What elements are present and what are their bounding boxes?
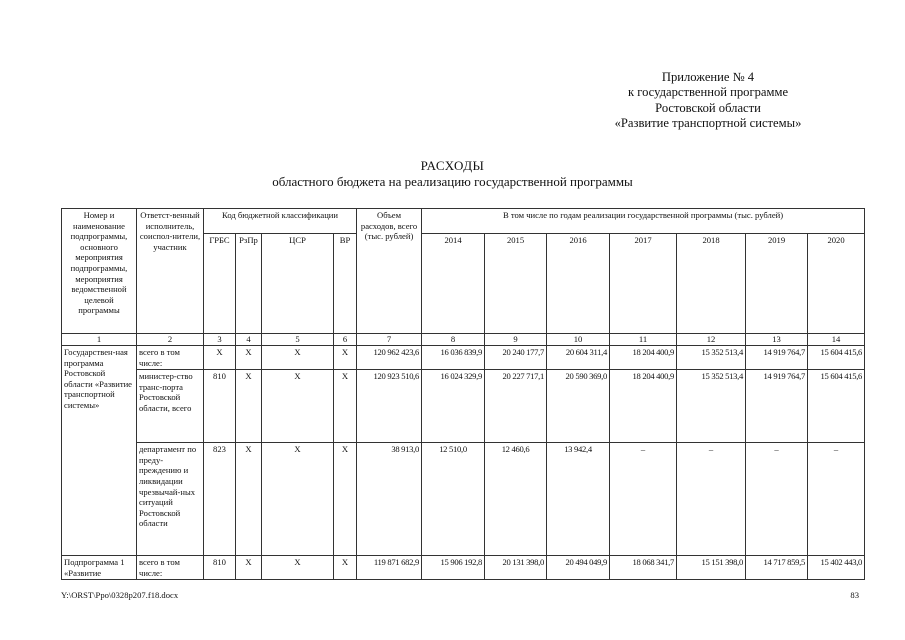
footer-file-path: Y:\ORST\Ppo\0328p207.f18.docx	[61, 590, 179, 600]
row-year-value: 20 590 369,0	[547, 370, 610, 443]
row-year-value: 15 402 443,0	[808, 556, 865, 580]
row-total: 38 913,0	[357, 443, 422, 556]
row-year-value: 20 604 311,4	[547, 346, 610, 370]
row-vr: X	[334, 346, 357, 370]
row-grbs: X	[204, 346, 236, 370]
header-executor: Ответст-венный исполнитель, соиспол-нители, участник	[137, 209, 204, 334]
row-csr: X	[262, 443, 334, 556]
row-year-value: 20 494 049,9	[547, 556, 610, 580]
header-year-2016: 2016	[547, 234, 610, 334]
row-year-value: 20 240 177,7	[485, 346, 547, 370]
header-rzpr: РзПр	[236, 234, 262, 334]
col-number: 2	[137, 334, 204, 346]
header-volume: Объем расходов, всего (тыс. рублей)	[357, 209, 422, 334]
col-number: 4	[236, 334, 262, 346]
row-executor: всего в том числе:	[137, 556, 204, 580]
col-number: 13	[746, 334, 808, 346]
row-year-value: 14 717 859,5	[746, 556, 808, 580]
row-total: 120 962 423,6	[357, 346, 422, 370]
table-header-row-1	[62, 209, 865, 234]
appendix-line-1: Приложение № 4	[661, 70, 755, 84]
header-csr: ЦСР	[262, 234, 334, 334]
header-year-2018: 2018	[677, 234, 746, 334]
row-rzpr: X	[236, 556, 262, 580]
document-title: РАСХОДЫ	[420, 158, 485, 173]
col-number: 1	[62, 334, 137, 346]
row-vr: X	[334, 556, 357, 580]
row-year-value: 15 352 513,4	[677, 370, 746, 443]
row-grbs: 810	[204, 556, 236, 580]
row-subprogram-name: Подпрограмма 1 «Развитие	[62, 556, 137, 580]
expenses-table	[61, 208, 865, 580]
table-row	[62, 556, 865, 580]
col-number: 6	[334, 334, 357, 346]
row-vr: X	[334, 370, 357, 443]
col-number: 3	[204, 334, 236, 346]
row-year-value: 15 604 415,6	[808, 346, 865, 370]
header-budget-code: Код бюджетной классификации	[204, 209, 357, 234]
row-csr: X	[262, 370, 334, 443]
col-number: 5	[262, 334, 334, 346]
document-heading	[0, 158, 905, 190]
row-csr: X	[262, 346, 334, 370]
header-year-2020: 2020	[808, 234, 865, 334]
row-year-value: 18 204 400,9	[610, 370, 677, 443]
row-grbs: 810	[204, 370, 236, 443]
row-rzpr: X	[236, 346, 262, 370]
col-number: 9	[485, 334, 547, 346]
column-number-row	[62, 334, 865, 346]
row-year-value: 14 919 764,7	[746, 370, 808, 443]
row-executor: министер-ство транс-порта Ростовской области, всего	[137, 370, 204, 443]
row-vr: X	[334, 443, 357, 556]
row-executor: департамент по преду-преждению и ликвидации чрезвычай-ных ситуаций Ростовской области	[137, 443, 204, 556]
table-row	[62, 370, 865, 443]
appendix-line-2: к государственной программе	[627, 85, 789, 100]
appendix-line-4: «Развитие транспортной системы»	[614, 116, 802, 131]
row-year-value: 14 919 764,7	[746, 346, 808, 370]
row-year-value: –	[677, 443, 746, 556]
row-total: 119 871 682,9	[357, 556, 422, 580]
header-grbs: ГРБС	[204, 234, 236, 334]
header-name: Номер и наименование подпрограммы, основного мероприятия подпрограммы, мероприятия ведомственной целевой программы	[62, 209, 137, 334]
row-csr: X	[262, 556, 334, 580]
header-year-2014: 2014	[422, 234, 485, 334]
col-number: 14	[808, 334, 865, 346]
row-year-value: 13 942,4	[547, 443, 610, 556]
row-year-value: 16 036 839,9	[422, 346, 485, 370]
row-rzpr: X	[236, 370, 262, 443]
row-year-value: 12 510,0	[422, 443, 485, 556]
row-rzpr: X	[236, 443, 262, 556]
row-year-value: 16 024 329,9	[422, 370, 485, 443]
header-year-2019: 2019	[746, 234, 808, 334]
appendix-block	[583, 70, 833, 132]
row-year-value: 20 227 717,1	[485, 370, 547, 443]
appendix-line-3: Ростовской области	[655, 100, 761, 115]
document-subtitle: областного бюджета на реализацию государственной программы	[272, 174, 633, 189]
row-year-value: 18 068 341,7	[610, 556, 677, 580]
col-number: 8	[422, 334, 485, 346]
col-number: 10	[547, 334, 610, 346]
row-year-value: –	[808, 443, 865, 556]
row-year-value: 20 131 398,0	[485, 556, 547, 580]
header-year-2017: 2017	[610, 234, 677, 334]
row-year-value: 15 906 192,8	[422, 556, 485, 580]
row-year-value: –	[746, 443, 808, 556]
header-vr: ВР	[334, 234, 357, 334]
col-number: 7	[357, 334, 422, 346]
row-year-value: 15 151 398,0	[677, 556, 746, 580]
row-year-value: 12 460,6	[485, 443, 547, 556]
row-year-value: 18 204 400,9	[610, 346, 677, 370]
header-by-years: В том числе по годам реализации государственной программы (тыс. рублей)	[422, 209, 865, 234]
table-row	[62, 443, 865, 556]
row-executor: всего в том числе:	[137, 346, 204, 370]
col-number: 12	[677, 334, 746, 346]
row-total: 120 923 510,6	[357, 370, 422, 443]
col-number: 11	[610, 334, 677, 346]
row-grbs: 823	[204, 443, 236, 556]
table-row	[62, 346, 865, 370]
row-program-name: Государствен-ная программа Ростовской области «Развитие транспортной системы»	[62, 346, 137, 556]
header-year-2015: 2015	[485, 234, 547, 334]
footer-page-number: 83	[850, 590, 859, 600]
row-year-value: 15 604 415,6	[808, 370, 865, 443]
row-year-value: 15 352 513,4	[677, 346, 746, 370]
row-year-value: –	[610, 443, 677, 556]
